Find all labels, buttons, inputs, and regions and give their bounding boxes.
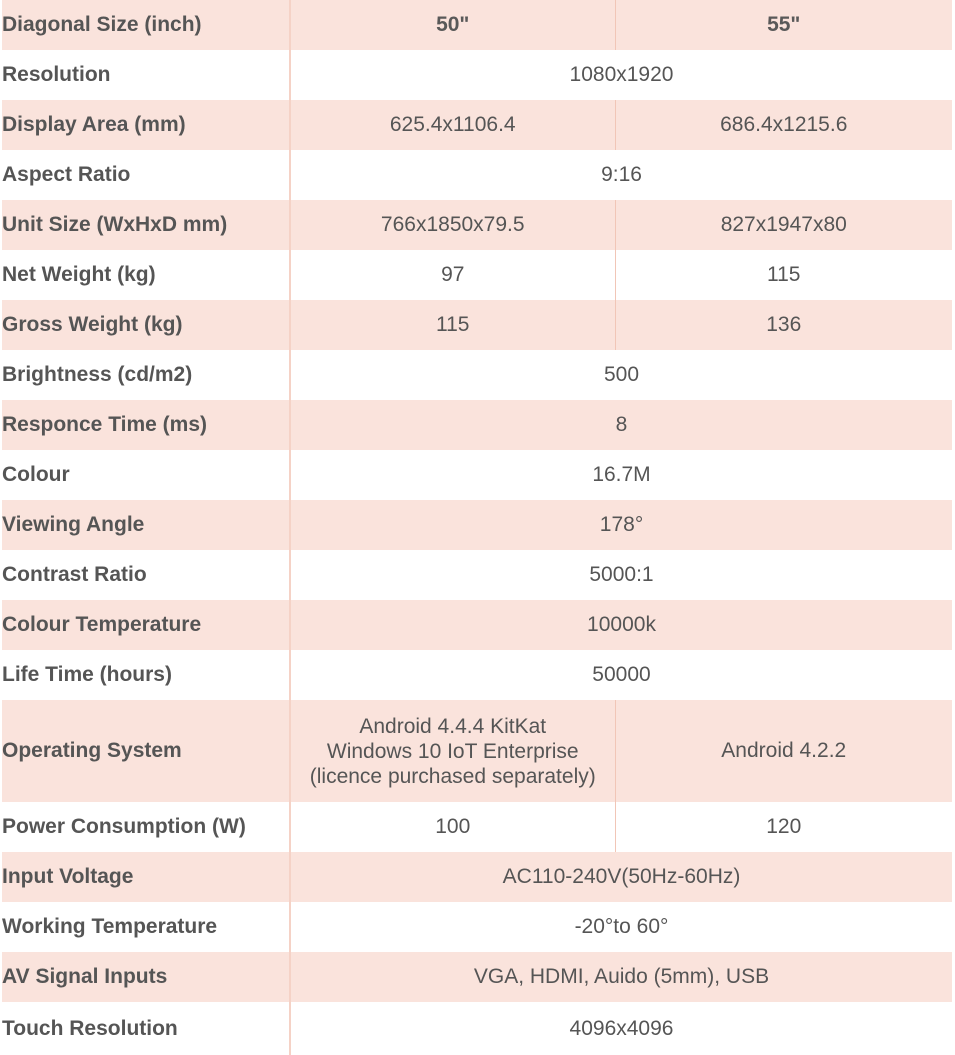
row-value-50: 100 — [290, 802, 615, 852]
row-value: 9:16 — [290, 150, 952, 200]
row-label: Brightness (cd/m2) — [2, 350, 290, 400]
row-value-50: 115 — [290, 300, 615, 350]
row-value: 16.7M — [290, 450, 952, 500]
os-line: Windows 10 IoT Enterprise — [326, 739, 579, 763]
row-value: AC110-240V(50Hz-60Hz) — [290, 852, 952, 902]
row-value-50 — [290, 700, 615, 802]
row-value: 5000:1 — [290, 550, 952, 600]
row-value-50: 97 — [290, 250, 615, 300]
row-value-55: 827x1947x80 — [615, 200, 952, 250]
row-label: Aspect Ratio — [2, 150, 290, 200]
row-label: Gross Weight (kg) — [2, 300, 290, 350]
row-colour-temperature — [2, 600, 952, 650]
row-net-weight — [2, 250, 952, 300]
row-label: Contrast Ratio — [2, 550, 290, 600]
row-label: Colour — [2, 450, 290, 500]
row-colour — [2, 450, 952, 500]
row-brightness — [2, 350, 952, 400]
row-label: Responce Time (ms) — [2, 400, 290, 450]
row-touch-resolution — [2, 1002, 952, 1055]
row-label: Display Area (mm) — [2, 100, 290, 150]
row-gross-weight — [2, 300, 952, 350]
row-value-50: 766x1850x79.5 — [290, 200, 615, 250]
row-power-consumption — [2, 802, 952, 852]
row-label: Operating System — [2, 700, 290, 802]
row-aspect-ratio — [2, 150, 952, 200]
spec-table — [2, 0, 952, 1055]
header-col-55: 55" — [615, 0, 952, 50]
row-av-signal-inputs — [2, 952, 952, 1002]
row-life-time — [2, 650, 952, 700]
row-label: Input Voltage — [2, 852, 290, 902]
row-value: 1080x1920 — [290, 50, 952, 100]
row-value: -20°to 60° — [290, 902, 952, 952]
row-resolution — [2, 50, 952, 100]
row-label: AV Signal Inputs — [2, 952, 290, 1002]
os-line: (licence purchased separately) — [309, 764, 596, 788]
row-working-temperature — [2, 902, 952, 952]
row-value-55: 115 — [615, 250, 952, 300]
row-input-voltage — [2, 852, 952, 902]
row-value-55: Android 4.2.2 — [615, 700, 952, 802]
row-label: Power Consumption (W) — [2, 802, 290, 852]
row-contrast-ratio — [2, 550, 952, 600]
header-label: Diagonal Size (inch) — [2, 0, 290, 50]
row-value: 500 — [290, 350, 952, 400]
row-label: Working Temperature — [2, 902, 290, 952]
row-viewing-angle — [2, 500, 952, 550]
row-label: Touch Resolution — [2, 1002, 290, 1055]
row-label: Life Time (hours) — [2, 650, 290, 700]
row-value: 50000 — [290, 650, 952, 700]
row-unit-size — [2, 200, 952, 250]
row-value: VGA, HDMI, Auido (5mm), USB — [290, 952, 952, 1002]
row-label: Resolution — [2, 50, 290, 100]
row-label: Viewing Angle — [2, 500, 290, 550]
header-col-50: 50" — [290, 0, 615, 50]
row-display-area — [2, 100, 952, 150]
row-value: 8 — [290, 400, 952, 450]
row-value-55: 120 — [615, 802, 952, 852]
row-label: Unit Size (WxHxD mm) — [2, 200, 290, 250]
row-value: 178° — [290, 500, 952, 550]
header-row — [2, 0, 952, 50]
row-value-55: 136 — [615, 300, 952, 350]
row-value-50: 625.4x1106.4 — [290, 100, 615, 150]
row-value: 10000k — [290, 600, 952, 650]
row-value-55: 686.4x1215.6 — [615, 100, 952, 150]
row-value: 4096x4096 — [290, 1002, 952, 1055]
row-operating-system — [2, 700, 952, 802]
row-label: Net Weight (kg) — [2, 250, 290, 300]
os-line: Android 4.4.4 KitKat — [359, 714, 547, 738]
row-response-time — [2, 400, 952, 450]
row-label: Colour Temperature — [2, 600, 290, 650]
